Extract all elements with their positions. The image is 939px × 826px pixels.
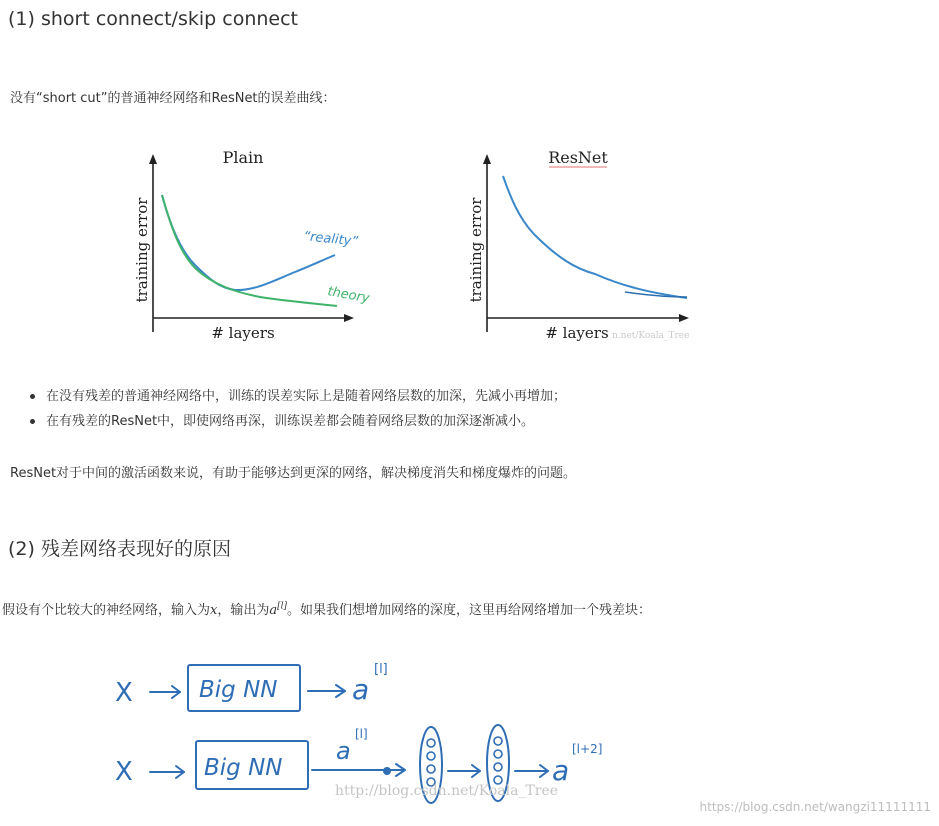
list-item: 在没有残差的普通神经网络中，训练的误差实际上是随着网络层数的加深，先减小再增加； — [28, 384, 728, 409]
row2-input-x: X — [115, 757, 133, 787]
intro-text-mid: ，输出为 — [217, 603, 270, 618]
section-2-intro — [2, 599, 651, 618]
resnet-x-arrow — [679, 314, 689, 322]
row2-mid-sup: [l] — [355, 727, 368, 741]
resnet-title: ResNet — [548, 148, 608, 167]
plain-reality-label: “reality” — [302, 229, 359, 250]
diagram-watermark: http://blog.csdn.net/Koala_Tree — [335, 783, 559, 799]
plain-x-label: # layers — [211, 324, 275, 342]
resnet-figure-watermark: n.net/Koala_Tree — [612, 331, 690, 341]
plain-chart — [133, 148, 371, 342]
page-watermark: https://blog.csdn.net/wangzi11111111 — [699, 800, 931, 814]
plain-y-arrow — [149, 154, 157, 164]
resnet-x-label: # layers — [545, 324, 609, 342]
intro-text-before: 假设有个比较大的神经网络，输入为 — [2, 603, 211, 618]
observation-list — [28, 384, 728, 434]
row2-big-nn: Big NN — [204, 755, 283, 781]
list-item: 在有残差的ResNet中，即使网络再深，训练误差都会随着网络层数的加深逐渐减小。 — [28, 409, 728, 434]
training-error-figure — [125, 140, 695, 345]
resnet-curve — [503, 176, 687, 298]
intro-text-after: 。如果我们想增加网络的深度，这里再给网络增加一个残差块： — [287, 603, 652, 618]
section-1-summary: ResNet对于中间的激活函数来说，有助于能够达到更深的网络，解决梯度消失和梯度爆炸的问题。 — [10, 466, 577, 481]
section-1-title: (1) short connect/skip connect — [8, 8, 298, 30]
row2-output-sup: [l+2] — [572, 742, 603, 756]
row2-mid-a: a — [336, 737, 351, 765]
row1-output-sup: [l] — [374, 662, 388, 677]
row2-output-a: a — [552, 754, 570, 787]
plain-y-label: training error — [133, 197, 151, 303]
section-2-title: (2) 残差网络表现好的原因 — [8, 538, 231, 560]
residual-block-diagram — [100, 645, 660, 815]
math-x: x — [210, 603, 218, 618]
math-a-superscript: [l] — [277, 601, 288, 612]
resnet-chart — [467, 148, 689, 342]
plain-title: Plain — [222, 148, 264, 167]
section-1-intro: 没有“short cut”的普通神经网络和ResNet的误差曲线： — [10, 91, 336, 106]
math-a: a — [269, 603, 278, 618]
plain-theory-label: theory — [326, 284, 371, 307]
resnet-y-arrow — [483, 154, 491, 164]
plain-x-arrow — [344, 314, 354, 322]
row1-big-nn: Big NN — [199, 677, 278, 703]
row1-output-a: a — [352, 673, 370, 706]
resnet-y-label: training error — [467, 197, 485, 303]
row1-input-x: X — [115, 678, 133, 708]
